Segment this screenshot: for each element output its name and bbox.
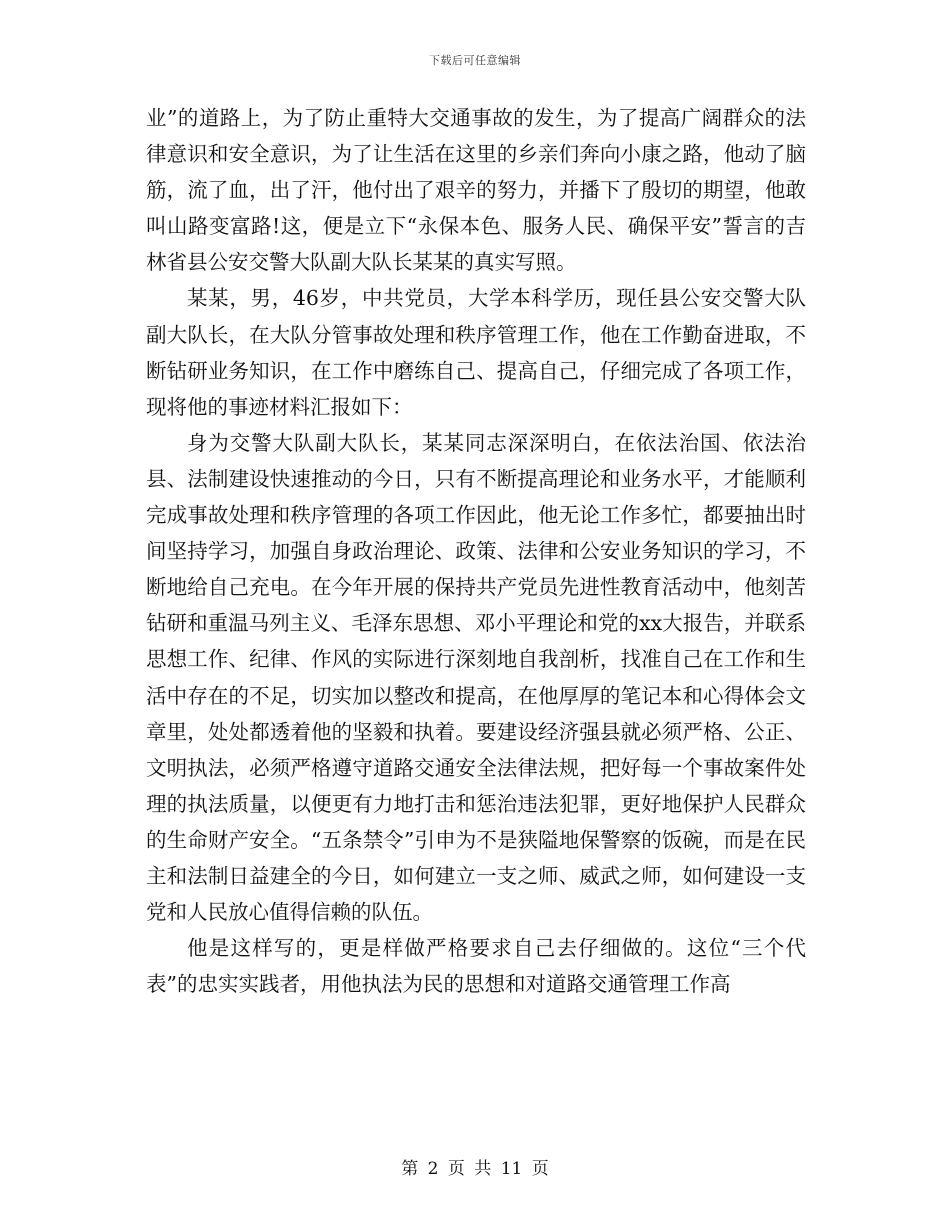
page-number-footer: 第 2 页 共 11 页 <box>401 1159 549 1179</box>
paragraph-1: 业”的道路上，为了防止重特大交通事故的发生，为了提高广阔群众的法律意识和安全意识，为了让生活在这里的乡亲们奔向小康之路，他动了脑筋，流了血，出了汗，他付出了艰辛的努力，并播下了殷切的期望，他敢叫山路变富路!这，便是立下“永保本色、服务人民、确保平安”誓言的吉林省县公安交警大队副大队长某某的真实写照。 <box>146 106 806 275</box>
paragraph-4: 他是这样写的，更是样做严格要求自己去仔细做的。这位“三个代表”的忠实实践者，用他执法为民的思想和对道路交通管理工作高 <box>146 936 806 997</box>
document-body <box>146 100 806 1002</box>
paragraph-3: 身为交警大队副大队长，某某同志深深明白，在依法治国、依法治县、法制建设快速推动的今日，只有不断提高理论和业务水平，才能顺利完成事故处理和秩序管理的各项工作因此，他无论工作多忙，都要抽出时间坚持学习，加强自身政治理论、政策、法律和公安业务知识的学习，不断地给自己充电。在今年开展的保持共产党员先进性教育活动中，他刻苦钻研和重温马列主义、毛泽东思想、邓小平理论和党的xx大报告，并联系思想工作、纪律、作风的实际进行深刻地自我剖析，找准自己在工作和生活中存在的不足，切实加以整改和提高，在他厚厚的笔记本和心得体会文章里，处处都透着他的坚毅和执着。要建设经济强县就必须严格、公正、文明执法，必须严格遵守道路交通安全法律法规，把好每一个事故案件处理的执法质量，以便更有力地打击和惩治违法犯罪，更好地保护人民群众的生命财产安全。“五条禁令”引申为不是狭隘地保警察的饭碗，而是在民主和法制日益建全的今日，如何建立一支之师、威武之师，如何建设一支党和人民放心值得信赖的队伍。 <box>146 430 806 925</box>
paragraph-2: 某某，男，46岁，中共党员，大学本科学历，现任县公安交警大队副大队长，在大队分管事故处理和秩序管理工作，他在工作勤奋进取，不断钻研业务知识，在工作中磨练自己、提高自己，仔细完成了各项工作，现将他的事迹材料汇报如下： <box>146 286 806 419</box>
page-header-note: 下载后可任意编辑 <box>429 54 521 67</box>
